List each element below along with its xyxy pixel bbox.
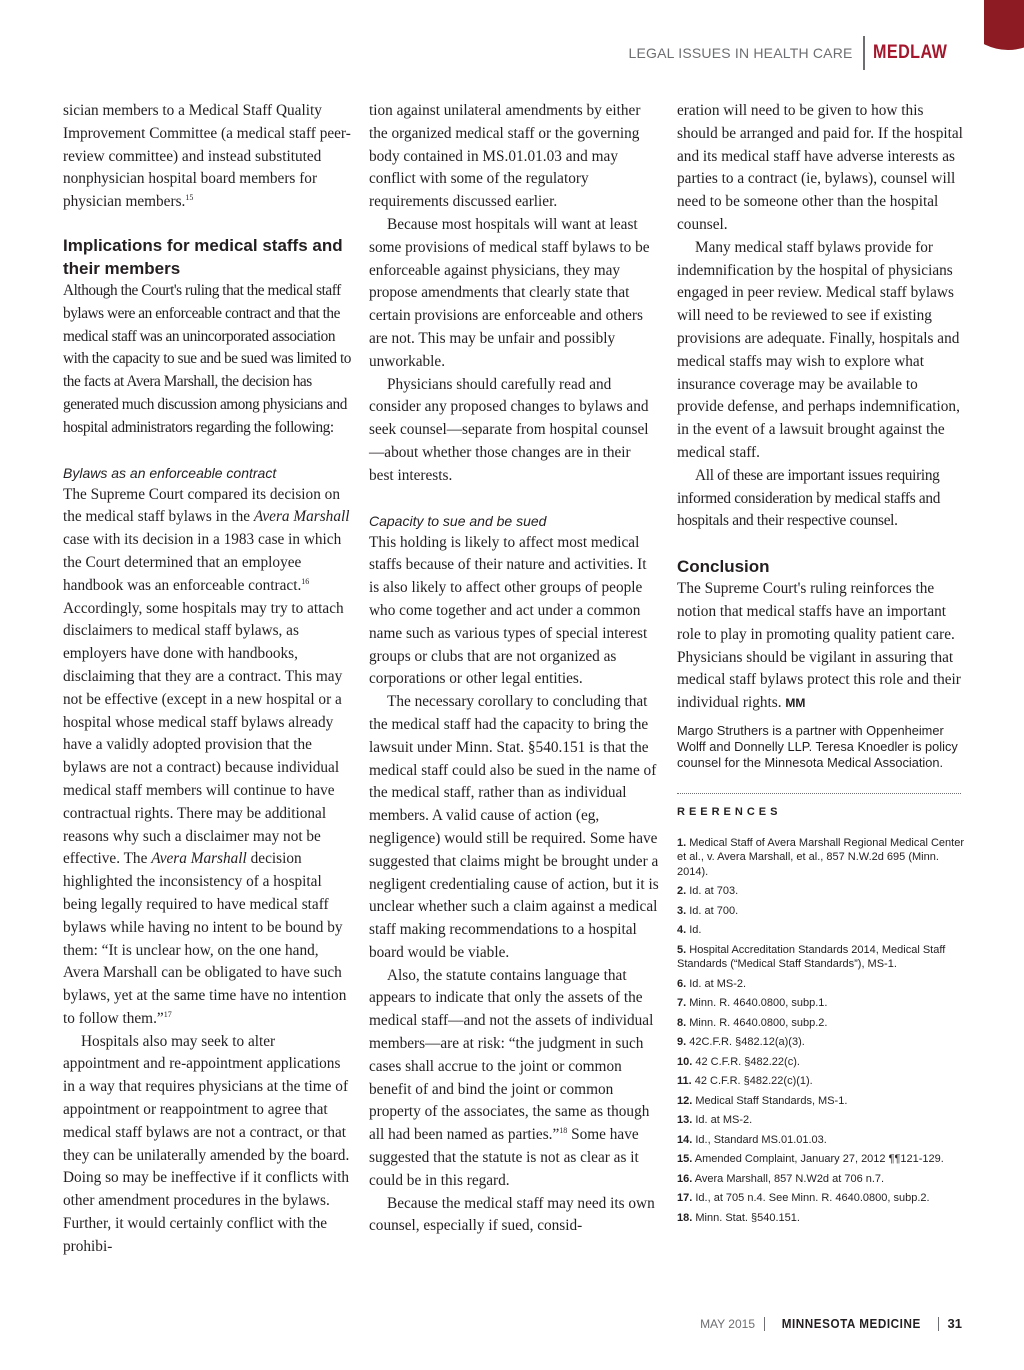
subheading: Capacity to sue and be sued	[369, 512, 547, 529]
reference-number: 18.	[677, 1211, 693, 1224]
section-label: LEGAL ISSUES IN HEALTH CARE	[628, 45, 853, 61]
paragraph: Many medical staff bylaws provide for indemnification by the hospital of physicians engaged in peer review. Medical staff bylaws will need to be reviewed to see if existing provisions are adequate. Finally, hospitals and medical staffs may wish to explore what insurance coverage may be available to provide defense, and perhaps indemnification, in the event of a lawsuit brought against the medical staff.	[677, 238, 960, 461]
reference-text: Hospital Accreditation Standards 2014, Medical Staff Standards (“Medical Staff Standards”), MS-1.	[677, 943, 946, 971]
reference-item	[677, 943, 967, 972]
paragraph: Hospitals also may seek to alter appointment and re-appointment applications in a way that requires physicians at the time of appointment or reappointment to agree that medical staff bylaws are not a contract, or that they can be unilaterally amended by the board. Doing so may be ineffective if it conflicts with other amendment procedures in the bylaws. Further, it would certainly conflict with the prohibi-	[63, 1032, 350, 1255]
footer-divider	[764, 1317, 765, 1331]
paragraph-text: The Supreme Court compared its decision on the medical staff bylaws in the	[63, 485, 340, 526]
reference-item	[677, 1133, 967, 1148]
references-list	[677, 836, 967, 1226]
footnote-ref: 16	[301, 576, 310, 586]
issue-date: MAY 2015	[700, 1316, 755, 1331]
paragraph: The necessary corollary to concluding that the medical staff had the capacity to bring the lawsuit under Minn. Stat. §540.151 is that the medical staff could also be sued in the name of the medical staff, rather than as individual members. A valid cause of action (eg, negligence) would still be required. Some have suggested that claims might be brought under a negligent credentialing cause of action, but it is unclear whether such a claim against a medical staff making recommendations to a hospital board would be viable.	[369, 693, 659, 961]
paragraph: tion against unilateral amendments by either the organized medical staff or the governing body contained in MS.01.01.03 and may conflict with some of the regulatory requirements discussed earlier.	[369, 102, 641, 211]
case-name: Avera Marshall	[151, 850, 247, 868]
paragraph: All of these are important issues requiring informed consideration by medical staffs and hospitals and their respective counsel.	[677, 466, 941, 530]
reference-number: 10.	[677, 1055, 693, 1068]
references-title: REERENCES	[677, 805, 782, 818]
reference-item	[677, 977, 967, 992]
reference-item	[677, 1074, 967, 1089]
page-footer	[700, 1316, 962, 1331]
paragraph: Physicians should carefully read and consider any proposed changes to bylaws and seek counsel—separate from hospital counsel—about whether those changes are in their best interests.	[369, 375, 649, 484]
paragraph: eration will need to be given to how this should be arranged and paid for. If the hospital and its medical staff have adverse interests as parties to a contract (ie, bylaws), counsel will need to be someone other than the hospital counsel.	[677, 102, 963, 233]
reference-text: 42 C.F.R. §482.22(c).	[695, 1055, 800, 1068]
page-number: 31	[947, 1316, 962, 1331]
footer-divider	[938, 1317, 939, 1331]
reference-item	[677, 836, 967, 880]
end-mark: MM	[785, 696, 806, 711]
reference-number: 6.	[677, 977, 687, 990]
reference-number: 4.	[677, 924, 687, 937]
reference-number: 5.	[677, 943, 687, 956]
reference-item	[677, 1035, 967, 1050]
reference-text: Minn. R. 4640.0800, subp.1.	[689, 997, 828, 1010]
reference-text: Minn. R. 4640.0800, subp.2.	[689, 1016, 828, 1029]
reference-item	[677, 1211, 967, 1226]
reference-text: Id., Standard MS.01.01.03.	[695, 1133, 827, 1146]
reference-item	[677, 884, 967, 899]
reference-number: 8.	[677, 1016, 687, 1029]
reference-number: 14.	[677, 1133, 693, 1146]
paragraph-text: Some have suggested that the statute is not as clear as it could be in this regard.	[369, 1126, 639, 1189]
section-heading: Conclusion	[677, 557, 770, 577]
paragraph-text: Also, the statute contains language that appears to indicate that only the assets of the medical staff—and not the assets of individual members—are at risk: “the judgment in such cases shall accrue to the joint or common benefit of and bind the joint or common property of the associates, the same as though all had been named as parties.”	[369, 966, 654, 1144]
paragraph-text: case with its decision in a 1983 case in which the Court determined that an employee handbook was an enforceable contract.	[63, 531, 342, 594]
paragraph	[677, 578, 967, 715]
footnote-ref: 15	[185, 193, 194, 203]
page-header	[629, 38, 960, 68]
corner-accent	[984, 0, 1024, 58]
reference-text: Medical Staff of Avera Marshall Regional Medical Center et al., v. Avera Marshall, et al., 857 N.W.2d 695 (Minn. 2014).	[677, 836, 964, 878]
reference-number: 15.	[677, 1153, 693, 1166]
reference-item	[677, 1172, 967, 1187]
paragraph: Although the Court's ruling that the medical staff bylaws were an enforceable contract and that the medical staff was an unincorporated association with the capacity to sue and be sued was limited to the facts at Avera Marshall, the decision has generated much discussion among physicians and hospital administrators regarding the following:	[63, 281, 352, 436]
brand-label: MEDLAW	[872, 42, 947, 63]
reference-text: Id. at MS-2.	[695, 1114, 753, 1127]
case-name: Avera Marshall	[253, 508, 350, 526]
reference-text: 42C.F.R. §482.12(a)(3).	[689, 1036, 805, 1049]
reference-item	[677, 996, 967, 1011]
reference-item	[677, 904, 967, 919]
reference-item	[677, 1191, 967, 1206]
reference-number: 1.	[677, 836, 687, 849]
paragraph: Because the medical staff may need its own counsel, especially if sued, consid-	[369, 1194, 655, 1235]
reference-number: 17.	[677, 1192, 693, 1205]
paragraph	[369, 965, 659, 1193]
paragraph: This holding is likely to affect most medical staffs because of their nature and activities. It is also likely to affect other groups of people who come together and act under a common name such as various types of special interest groups or clubs that are not organized as corporations or other legal entities.	[369, 533, 648, 688]
reference-text: Id. at MS-2.	[689, 977, 747, 990]
paragraph-text: The Supreme Court's ruling reinforces the notion that medical staffs have an important role to play in promoting quality patient care. Physicians should be vigilant in assuring that medical staff bylaws protect this role and their individual rights.	[677, 580, 961, 712]
footnote-ref: 17	[163, 1009, 172, 1019]
paragraph-text: decision highlighted the inconsistency of a hospital being legally required to have medical staff bylaws while having no intent to be bound by them: “It is unclear how, on the one hand, Avera Marshall can be obligated to have such bylaws, yet at the same time have no intention to follow them.”	[63, 850, 347, 1027]
reference-item	[677, 1094, 967, 1109]
reference-text: Medical Staff Standards, MS-1.	[695, 1094, 848, 1107]
reference-text: Id., at 705 n.4. See Minn. R. 4640.0800, subp.2.	[695, 1192, 930, 1205]
reference-text: Id. at 700.	[689, 904, 739, 917]
paragraph: Because most hospitals will want at least some provisions of medical staff bylaws to be enforceable against physicians, they may propose amendments that clearly state that certain provisions are enforceable and others are not. This may be unfair and possibly unworkable.	[369, 215, 650, 370]
reference-number: 12.	[677, 1094, 693, 1107]
paragraph	[63, 100, 353, 214]
reference-number: 11.	[677, 1075, 692, 1088]
reference-item	[677, 923, 967, 938]
header-divider	[863, 36, 865, 70]
reference-number: 9.	[677, 1036, 687, 1049]
reference-number: 2.	[677, 885, 687, 898]
reference-text: Amended Complaint, January 27, 2012 ¶¶121-129.	[694, 1153, 944, 1166]
reference-item	[677, 1016, 967, 1031]
column-3	[677, 100, 967, 1230]
reference-text: Id. at 703.	[689, 885, 739, 898]
reference-text: 42 C.F.R. §482.22(c)(1).	[694, 1075, 813, 1088]
section-heading: Implications for medical staffs and their members	[63, 235, 343, 278]
column-2	[369, 100, 659, 1238]
subheading: Bylaws as an enforceable contract	[63, 464, 277, 481]
column-1	[63, 100, 353, 1259]
reference-item	[677, 1113, 967, 1128]
paragraph-text: Accordingly, some hospitals may try to attach disclaimers to medical staff bylaws, as employers have done with handbooks, disclaiming that they are a contract. This may not be effective (except in a new hospital or a hospital whose medical staff bylaws already have a validly adopted provision that the bylaws are not a contract) because individual medical staff members will continue to have contractual rights. There may be additional reasons why such a disclaimer may not be effective. The	[63, 599, 344, 868]
reference-number: 13.	[677, 1114, 693, 1127]
paragraph	[63, 484, 353, 1031]
reference-text: Minn. Stat. §540.151.	[695, 1211, 800, 1224]
reference-number: 3.	[677, 904, 687, 917]
footnote-ref: 18	[559, 1126, 568, 1136]
author-bio: Margo Struthers is a partner with Oppenheimer Wolff and Donnelly LLP. Teresa Knoedler is policy counsel for the Minnesota Medical Association.	[677, 722, 958, 770]
reference-item	[677, 1152, 967, 1167]
reference-item	[677, 1055, 967, 1070]
reference-text: Id.	[689, 924, 702, 937]
paragraph-text: sician members to a Medical Staff Quality Improvement Committee (a medical staff peer-review committee) and instead substituted nonphysician hospital board members for physician members.	[63, 102, 351, 211]
reference-text: Avera Marshall, 857 N.W2d at 706 n.7.	[694, 1172, 885, 1185]
reference-number: 7.	[677, 997, 687, 1010]
reference-number: 16.	[677, 1172, 693, 1185]
journal-title: MINNESOTA MEDICINE	[781, 1316, 921, 1331]
